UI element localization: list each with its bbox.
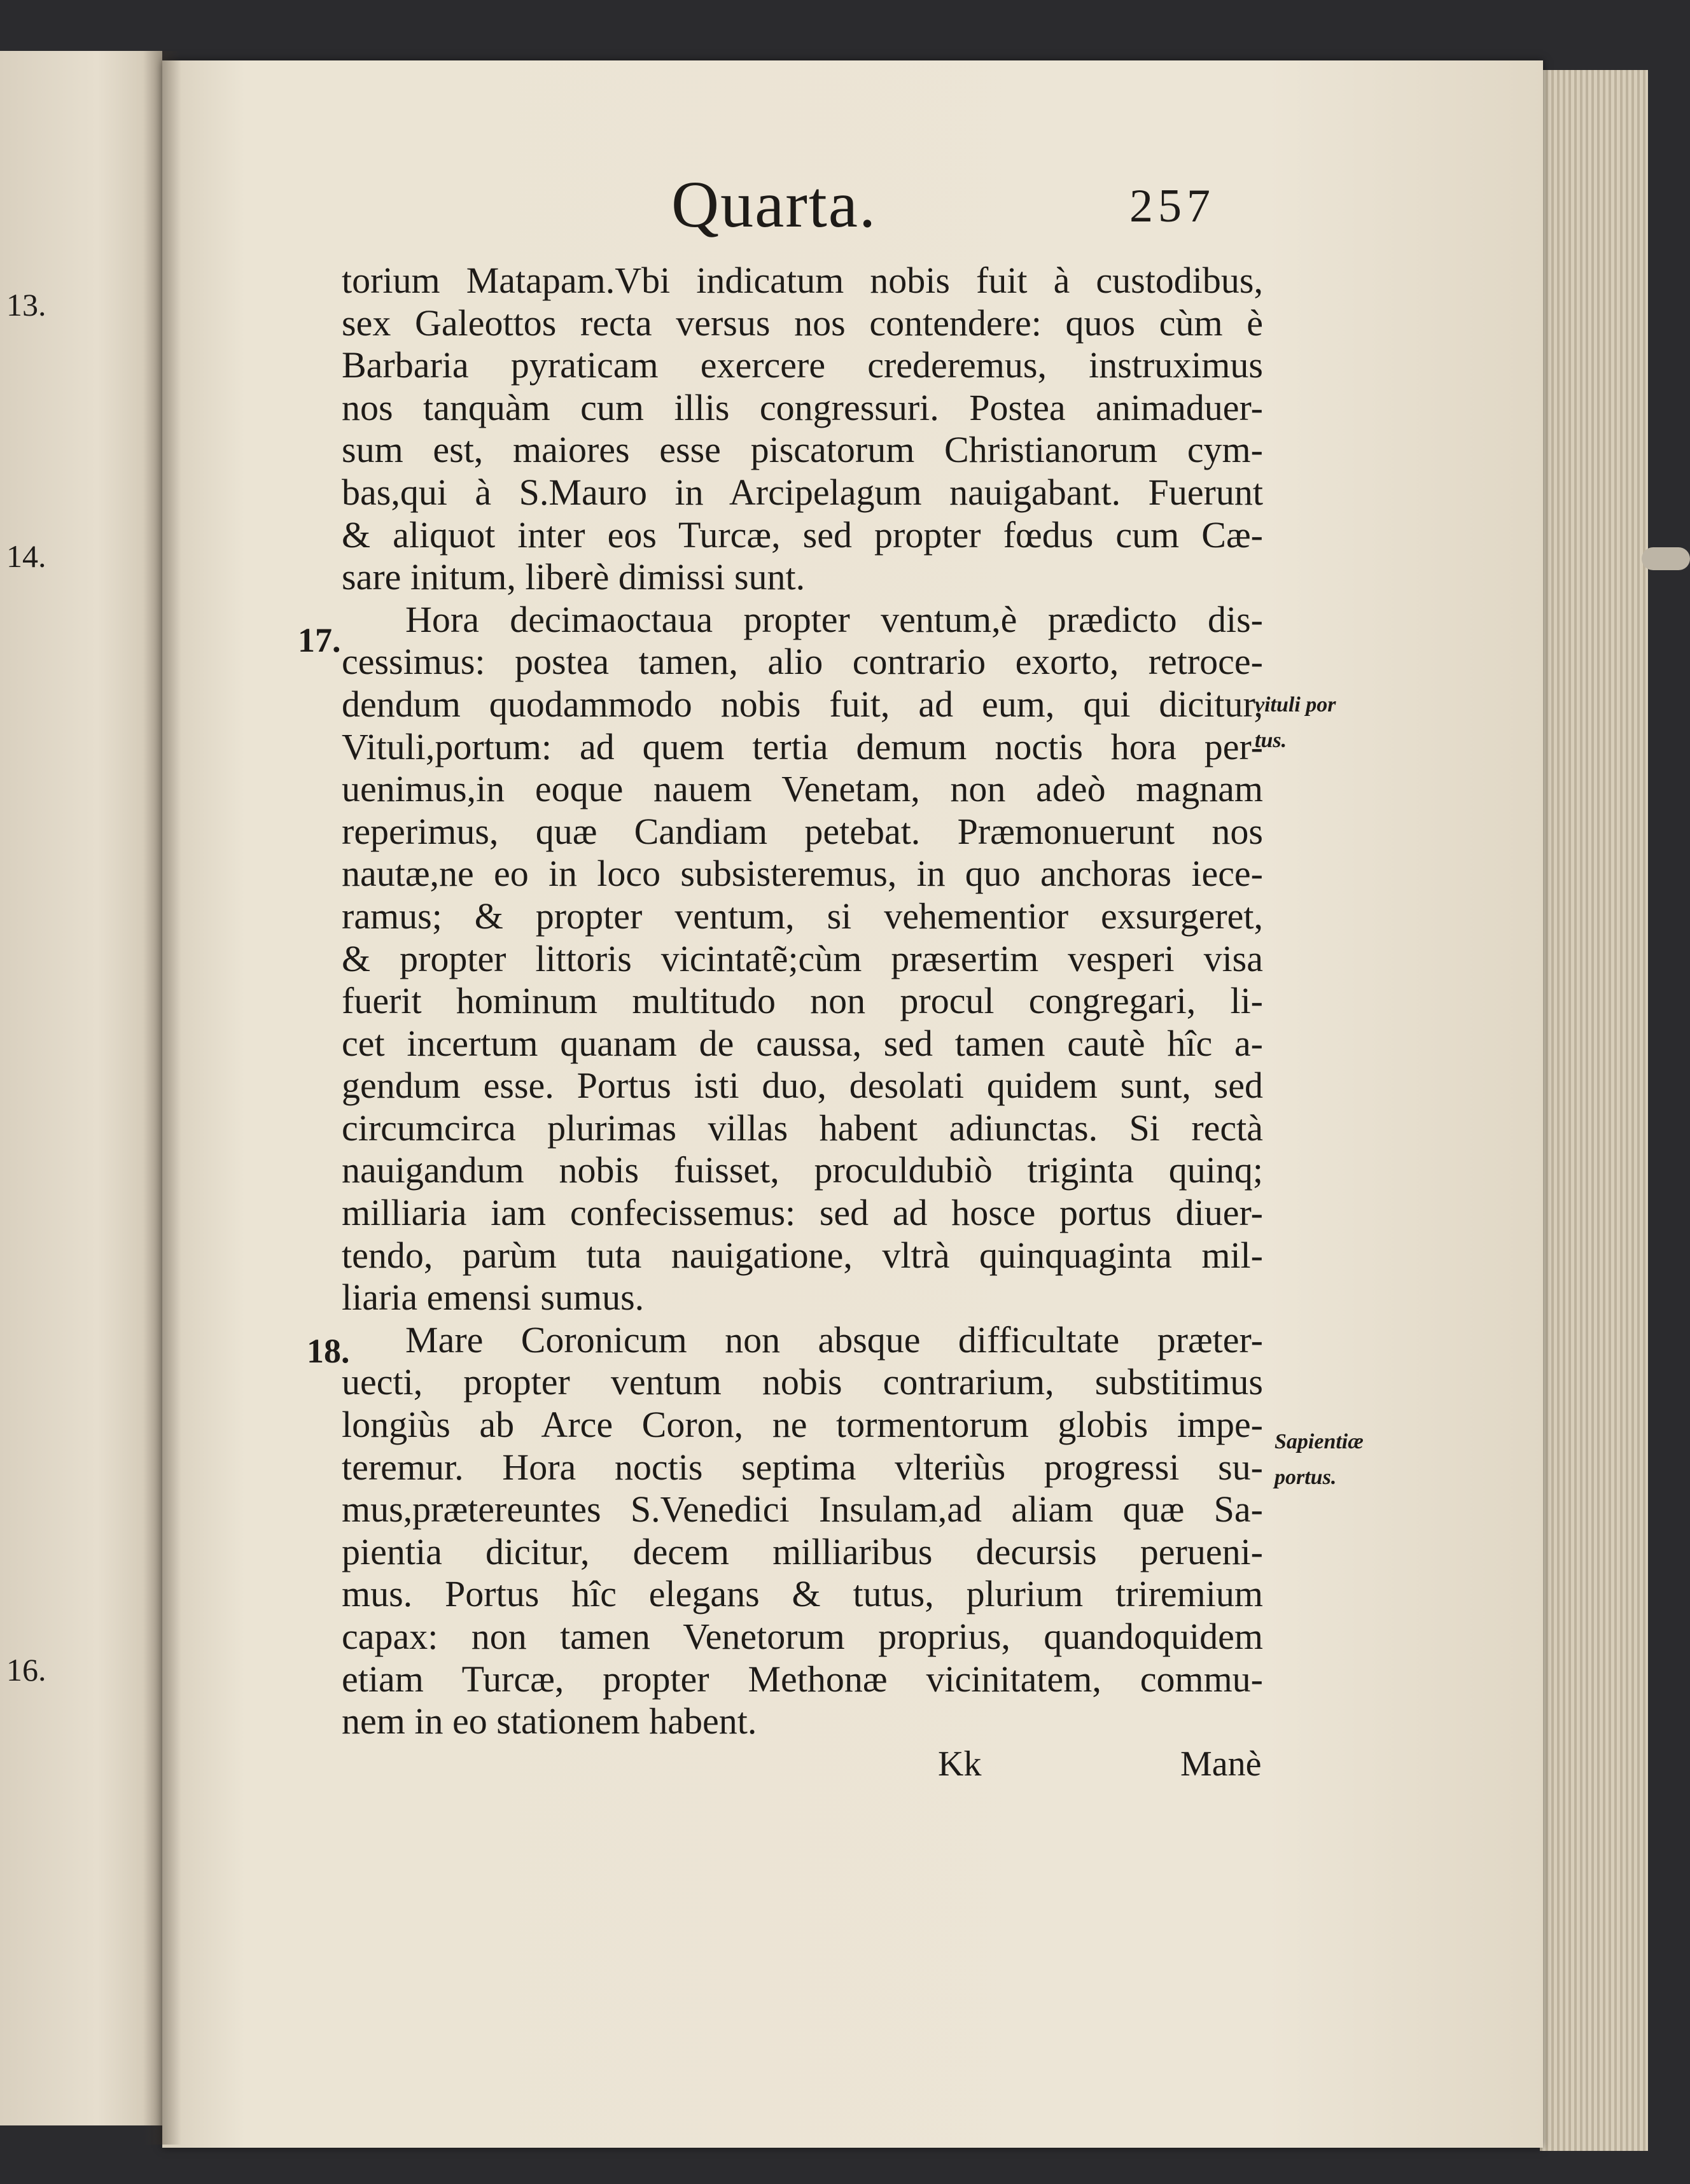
marginal-note [1255, 687, 1336, 759]
text-line: Mare Coronicum non absque difficultate præter- [405, 1319, 1263, 1361]
text-line: liaria emensi sumus. [342, 1277, 645, 1319]
text-line: mus,prætereuntes S.Venedici Insulam,ad aliam quæ Sa- [342, 1488, 1263, 1530]
text-line: mus. Portus hîc elegans & tutus, plurium triremium [342, 1573, 1263, 1615]
text-line: capax: non tamen Venetorum proprius, quandoquidem [342, 1616, 1263, 1657]
text-line: ramus; & propter ventum, si vehementior exsurgeret, [342, 895, 1263, 937]
marginal-note-line: vituli por [1255, 693, 1336, 717]
text-line: milliaria iam confecissemus: sed ad hosce portus diuer- [342, 1192, 1263, 1234]
text-line: teremur. Hora noctis septima vlteriùs progressi su- [342, 1446, 1263, 1488]
text-line: sex Galeottos recta versus nos contendere: quos cùm è [342, 302, 1263, 344]
signature-mark: Kk [938, 1744, 982, 1784]
text-line: dendum quodammodo nobis fuit, ad eum, qui dicitur, [342, 683, 1263, 725]
text-line: cet incertum quanam de caussa, sed tamen cautè hîc a- [342, 1022, 1263, 1064]
text-line: tendo, parùm tuta nauigatione, vltrà quinquaginta mil- [342, 1234, 1263, 1276]
text-line: pientia dicitur, decem milliaribus decursis perueni- [342, 1530, 1263, 1572]
text-line: nautæ,ne eo in loco subsisteremus, in quo anchoras iece- [342, 853, 1263, 895]
book-strap [1642, 547, 1690, 570]
running-title: Quarta. [671, 168, 877, 241]
text-line: & aliquot inter eos Turcæ, sed propter fœdus cum Cæ- [342, 514, 1263, 556]
text-line: nem in eo stationem habent. [342, 1700, 757, 1742]
text-line: fuerit hominum multitudo non procul congregari, li- [342, 980, 1263, 1022]
text-line: Hora decimaoctaua propter ventum,è prædicto dis- [405, 598, 1263, 640]
text-line: Vituli,portum: ad quem tertia demum noctis hora per- [342, 725, 1263, 767]
page-number: 257 [1129, 180, 1215, 232]
text-line: uecti, propter ventum nobis contrarium, substitimus [342, 1361, 1263, 1403]
text-line: sum est, maiores esse piscatorum Christianorum cym- [342, 429, 1263, 471]
text-line: gendum esse. Portus isti duo, desolati quidem sunt, sed [342, 1065, 1263, 1107]
marginal-note-line: tus. [1255, 729, 1287, 752]
text-line: etiam Turcæ, propter Methonæ vicinitatem, commu- [342, 1658, 1263, 1700]
text-line: Barbaria pyraticam exercere crederemus, instruximus [342, 344, 1263, 386]
catchword: Manè [1180, 1744, 1262, 1784]
body-text [342, 260, 1263, 1743]
text-line: reperimus, quæ Candiam petebat. Præmonuerunt nos [342, 810, 1263, 852]
text-line: circumcirca plurimas villas habent adiunctas. Si rectà [342, 1107, 1263, 1149]
marginal-note-line: portus. [1274, 1466, 1337, 1489]
page-edges [1540, 70, 1648, 2151]
left-margin-number: 13. [6, 287, 46, 323]
text-line: longiùs ab Arce Coron, ne tormentorum globis impe- [342, 1404, 1263, 1446]
paragraph-number: 17. [298, 621, 341, 659]
text-line: torium Matapam.Vbi indicatum nobis fuit à custodibus, [342, 260, 1263, 301]
text-line: & propter littoris vicintatẽ;cùm præsertim vesperi visa [342, 937, 1263, 979]
left-page [0, 51, 162, 2125]
text-line: bas,qui à S.Mauro in Arcipelagum nauigabant. Fuerunt [342, 471, 1263, 513]
paragraph-number: 18. [307, 1332, 350, 1370]
left-margin-number: 14. [6, 538, 46, 574]
marginal-note-line: Sapientiæ [1274, 1430, 1364, 1453]
gutter-shadow [143, 51, 181, 2145]
text-line: sare initum, liberè dimissi sunt. [342, 556, 806, 598]
left-margin-number: 16. [6, 1652, 46, 1688]
marginal-note [1274, 1424, 1364, 1495]
text-line: uenimus,in eoque nauem Venetam, non adeò magnam [342, 768, 1263, 810]
text-line: cessimus: postea tamen, alio contrario exorto, retroce- [342, 641, 1263, 683]
text-line: nauigandum nobis fuisset, proculdubiò triginta quinq; [342, 1149, 1263, 1191]
text-line: nos tanquàm cum illis congressuri. Postea animaduer- [342, 386, 1263, 428]
